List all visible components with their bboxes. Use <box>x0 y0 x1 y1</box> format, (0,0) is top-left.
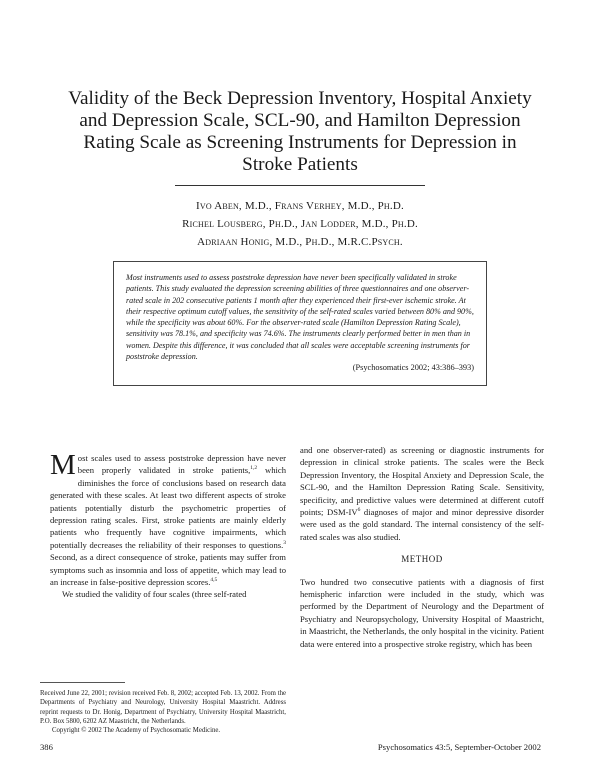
title-divider <box>175 185 425 186</box>
title-line: and Depression Scale, SCL-90, and Hamilton Depression <box>79 110 521 131</box>
right-column <box>300 444 544 650</box>
intro-paragraph <box>50 449 286 588</box>
title-line: Stroke Patients <box>242 154 358 175</box>
body-text: Second, as a direct consequence of stroke, patients may suffer from symptoms such as insomnia and loss of appetite, which may lead to an increase in false-positive depression scores. <box>50 552 286 588</box>
author-line: Ivo Aben, M.D., Frans Verhey, M.D., Ph.D. <box>196 200 404 212</box>
body-text: diagnoses of major and minor depressive disorder were used as the gold standard. The internal consistency of the self-rated scales was also studied. <box>300 507 544 542</box>
reference-superscript: 4,5 <box>210 577 218 584</box>
drop-cap: M <box>50 449 76 481</box>
copyright-note: Copyright © 2002 The Academy of Psychosomatic Medicine. <box>52 727 221 735</box>
body-text: ost scales used to assess poststroke depression have never been properly validated in stroke patients, <box>77 453 286 476</box>
reference-superscript: 1,2 <box>250 465 258 472</box>
author-line: Adriaan Honig, M.D., Ph.D., M.R.C.Psych. <box>197 236 403 248</box>
abstract-text: Most instruments used to assess poststroke depression have never been specifically validated in stroke patients. This study evaluated the depression screening abilities of three questionnaires and one observer-rated scale in 202 consecutive patients 1 month after they experienced their first-ever ischemic stroke. At their respective optimum cutoff values, the sensitivity of the self-rated scales varied between 80% and 90%, while the specificity was about 60%. For the observer-rated scale (Hamilton Depression Rating Scale), sensitivity was 78.1%, and specificity was 74.6%. The instruments clearly performed better in men than in women. Despite this difference, it was concluded that all scales were acceptable screening instruments for poststroke depression. <box>126 273 474 362</box>
abstract-box <box>113 261 487 386</box>
body-paragraph <box>300 444 544 543</box>
reference-superscript: 6 <box>357 507 361 514</box>
footnote-block <box>40 689 286 735</box>
body-paragraph: We studied the validity of four scales (three self-rated <box>62 589 247 600</box>
author-list <box>40 197 560 251</box>
body-paragraph: Two hundred two consecutive patients with a diagnosis of first hemispheric infarction were included in the study, which was performed by the Department of Neurology and the Department of Psychiatry and Neuropsychology, University Hospital of Maastricht, in Maastricht, the Netherlands, the only hospital in the vicinity. Patient data were entered into a prospective stroke registry, which has been <box>300 576 544 649</box>
section-heading-method: METHOD <box>401 554 443 565</box>
title-line: Rating Scale as Screening Instruments for Depression in <box>83 132 517 153</box>
author-line: Richel Lousberg, Ph.D., Jan Lodder, M.D., Ph.D. <box>182 218 418 230</box>
left-column <box>50 449 286 601</box>
footnote-divider <box>40 682 125 683</box>
received-note: Received June 22, 2001; revision received Feb. 8, 2002; accepted Feb. 13, 2002. From the Departments of Psychiatry and Neurology, University Hospital Maastricht. Address reprint requests to Dr. Honig, Department of Psychiatry, University Hospital Maastricht, P.O. Box 5800, 6202 AZ Maastricht, the Netherlands. <box>40 690 286 725</box>
body-text: and one observer-rated) as screening or diagnostic instruments for depression in clinical stroke patients. The scales were the Beck Depression Inventory, the Hospital Anxiety and Depression Scale, the SCL-90, and the Hamilton Depression Rating Scale. Sensitivity, specificity, and predictive values were determined at different cutoff points; DSM-IV <box>300 445 544 518</box>
body-text: which diminishes the force of conclusions based on research data generated with these scales. At least two different aspects of stroke patients potentially disturb the psychometric properties of depression rating scales. First, stroke patients are mainly elderly patients who frequently have cognitive impairments, which potentially decreases the reliability of their responses to questions. <box>50 465 286 550</box>
page-number: 386 <box>40 742 53 752</box>
abstract-citation: (Psychosomatics 2002; 43:386–393) <box>352 363 474 373</box>
reference-superscript: 3 <box>283 539 286 546</box>
article-title <box>40 88 560 176</box>
journal-footer: Psychosomatics 43:5, September-October 2002 <box>377 742 541 752</box>
title-line: Validity of the Beck Depression Inventory, Hospital Anxiety <box>68 88 532 109</box>
